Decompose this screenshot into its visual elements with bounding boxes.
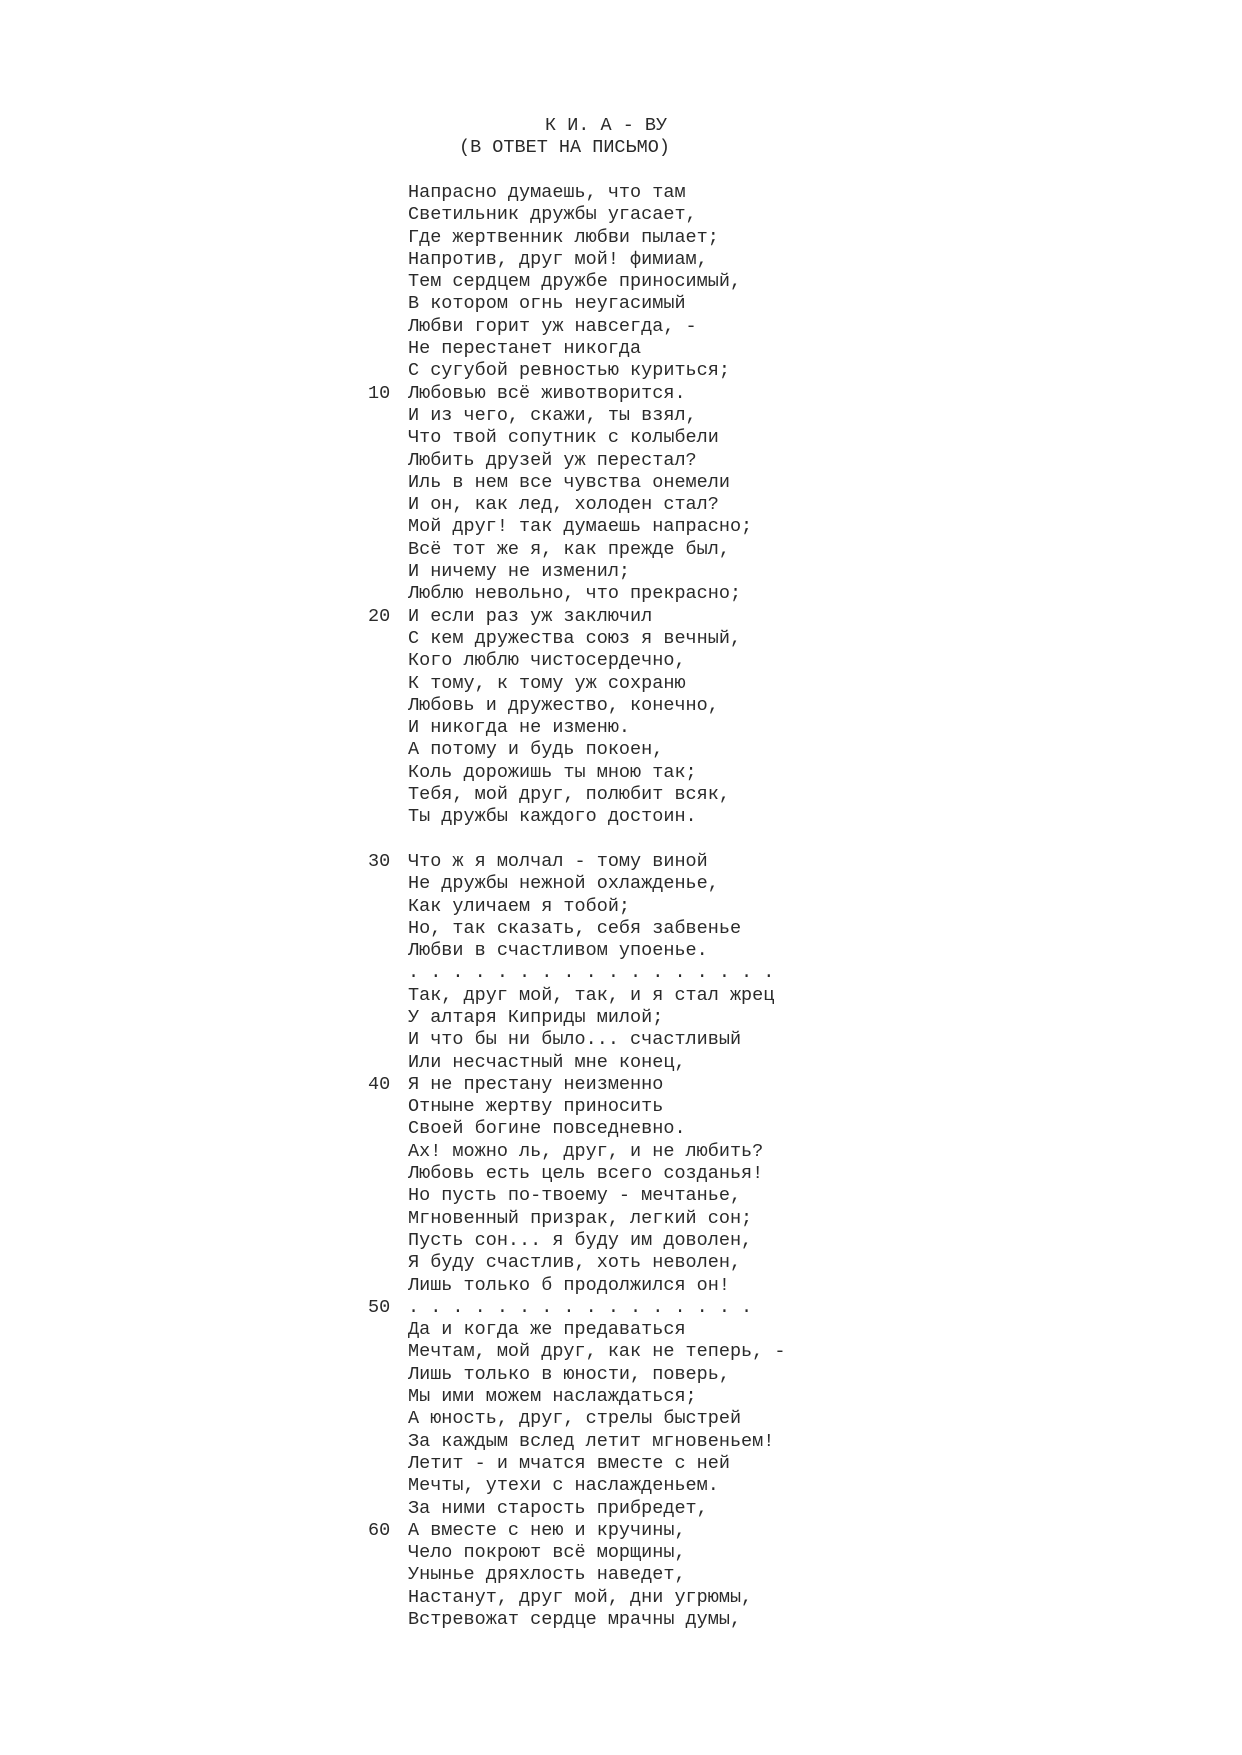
poem-line	[0, 360, 1242, 382]
line-text: Ах! можно ль, друг, и не любить?	[408, 1140, 764, 1162]
line-text: Люблю невольно, что прекрасно;	[408, 583, 742, 605]
line-text: Да и когда же предаваться	[408, 1319, 686, 1341]
line-text: Лишь только в юности, поверь,	[408, 1363, 730, 1385]
line-text: А вместе с нею и кручины,	[408, 1519, 686, 1541]
line-text: Мгновенный призрак, легкий сон;	[408, 1207, 753, 1229]
poem-line	[0, 650, 1242, 672]
line-text: И ничему не изменил;	[408, 561, 631, 583]
line-text: Я буду счастлив, хоть неволен,	[408, 1252, 742, 1274]
poem-line	[0, 338, 1242, 360]
line-text: Напротив, друг мой! фимиам,	[408, 248, 708, 270]
line-text: Тем сердцем дружбе приносимый,	[408, 271, 742, 293]
line-text: Светильник дружбы угасает,	[408, 204, 697, 226]
poem-line	[0, 1007, 1242, 1029]
line-text: Всё тот же я, как прежде был,	[408, 538, 730, 560]
line-text: Своей богине повседневно.	[408, 1118, 686, 1140]
line-text: Мечтам, мой друг, как не теперь, -	[408, 1341, 786, 1363]
line-number: 30	[368, 850, 391, 872]
poem-line	[0, 606, 1242, 628]
line-text: У алтаря Киприды милой;	[408, 1006, 664, 1028]
poem-line	[0, 227, 1242, 249]
poem-line	[0, 1453, 1242, 1475]
poem-line	[0, 427, 1242, 449]
line-text: В котором огнь неугасимый	[408, 293, 686, 315]
line-text: Тебя, мой друг, полюбит всяк,	[408, 784, 730, 806]
poem-line	[0, 1431, 1242, 1453]
line-text: И он, как лед, холоден стал?	[408, 494, 719, 516]
line-text: Унынье дряхлость наведет,	[408, 1564, 686, 1586]
poem-line	[0, 539, 1242, 561]
line-text: За ними старость прибредет,	[408, 1497, 708, 1519]
poem-line	[0, 1074, 1242, 1096]
line-text: Мы ими можем наслаждаться;	[408, 1386, 697, 1408]
poem-line	[0, 1475, 1242, 1497]
poem-line	[0, 1029, 1242, 1051]
line-text: За каждым вслед летит мгновеньем!	[408, 1430, 775, 1452]
poem-line	[0, 628, 1242, 650]
poem-line	[0, 873, 1242, 895]
poem-line	[0, 739, 1242, 761]
poem-line	[0, 1520, 1242, 1542]
poem-line	[0, 1587, 1242, 1609]
line-text: Но пусть по-твоему - мечтанье,	[408, 1185, 742, 1207]
poem-line	[0, 940, 1242, 962]
line-text: И если раз уж заключил	[408, 605, 653, 627]
line-text: С сугубой ревностью куриться;	[408, 360, 730, 382]
line-text: Мечты, утехи с наслажденьем.	[408, 1475, 719, 1497]
poem-line	[0, 271, 1242, 293]
poem-line	[0, 1185, 1242, 1207]
poem-line	[0, 405, 1242, 427]
poem-line	[0, 1297, 1242, 1319]
poem-line	[0, 450, 1242, 472]
line-text: Любовью всё животворится.	[408, 382, 686, 404]
line-text: Отныне жертву приносить	[408, 1096, 664, 1118]
line-text: Как уличаем я тобой;	[408, 895, 631, 917]
line-text: Иль в нем все чувства онемели	[408, 471, 730, 493]
line-text: Я не престану неизменно	[408, 1073, 664, 1095]
poem-line	[0, 829, 1242, 851]
line-text: Ты дружбы каждого достоин.	[408, 806, 697, 828]
poem-line	[0, 1163, 1242, 1185]
line-text: Любви в счастливом упоенье.	[408, 940, 708, 962]
poem-line	[0, 204, 1242, 226]
title-line-1: К И. А - ВУ	[545, 115, 668, 136]
poem-line	[0, 673, 1242, 695]
poem-line	[0, 1118, 1242, 1140]
line-text: Чело покроют всё морщины,	[408, 1542, 686, 1564]
poem-line	[0, 1275, 1242, 1297]
line-text: Настанут, друг мой, дни угрюмы,	[408, 1586, 753, 1608]
poem-line	[0, 1230, 1242, 1252]
poem-line	[0, 383, 1242, 405]
poem-line	[0, 1564, 1242, 1586]
line-text: Летит - и мчатся вместе с ней	[408, 1452, 730, 1474]
line-text: Где жертвенник любви пылает;	[408, 226, 719, 248]
line-text: . . . . . . . . . . . . . . . .	[408, 1296, 753, 1318]
poem-line	[0, 1252, 1242, 1274]
line-text: Напрасно думаешь, что там	[408, 182, 686, 203]
line-text: Любить друзей уж перестал?	[408, 449, 697, 471]
line-text: Или несчастный мне конец,	[408, 1051, 686, 1073]
line-text: А юность, друг, стрелы быстрей	[408, 1408, 742, 1430]
line-text: Так, друг мой, так, и я стал жрец	[408, 984, 775, 1006]
line-text: Коль дорожишь ты мною так;	[408, 761, 697, 783]
line-text: Кого люблю чистосердечно,	[408, 650, 686, 672]
poem-line	[0, 851, 1242, 873]
poem-line	[0, 717, 1242, 739]
poem-line	[0, 762, 1242, 784]
poem-line	[0, 784, 1242, 806]
poem-line	[0, 1364, 1242, 1386]
line-text: Любовь и дружество, конечно,	[408, 694, 719, 716]
poem-line	[0, 561, 1242, 583]
line-text: Лишь только б продолжился он!	[408, 1274, 730, 1296]
poem-line	[0, 316, 1242, 338]
poem-line	[0, 494, 1242, 516]
poem-line	[0, 806, 1242, 828]
poem-line	[0, 1319, 1242, 1341]
poem-line	[0, 472, 1242, 494]
poem-line	[0, 1341, 1242, 1363]
poem-line	[0, 962, 1242, 984]
poem-line	[0, 583, 1242, 605]
poem-line	[0, 918, 1242, 940]
poem-line	[0, 896, 1242, 918]
line-text: И из чего, скажи, ты взял,	[408, 404, 697, 426]
line-text: А потому и будь покоен,	[408, 739, 664, 761]
line-text: И что бы ни было... счастливый	[408, 1029, 742, 1051]
poem-line	[0, 695, 1242, 717]
poem-line	[0, 293, 1242, 315]
line-text: Любовь есть цель всего созданья!	[408, 1163, 764, 1185]
poem-line	[0, 249, 1242, 271]
line-text: Не перестанет никогда	[408, 338, 642, 360]
line-text: . . . . . . . . . . . . . . . . .	[408, 962, 775, 984]
line-text: Встревожат сердце мрачны думы,	[408, 1609, 742, 1630]
line-text: Но, так сказать, себя забвенье	[408, 917, 742, 939]
line-text: Мой друг! так думаешь напрасно;	[408, 516, 753, 538]
poem-line	[0, 1609, 1242, 1631]
line-text: Не дружбы нежной охлажденье,	[408, 873, 719, 895]
poem-line	[0, 985, 1242, 1007]
line-text: Что ж я молчал - тому виной	[408, 850, 708, 872]
line-text: С кем дружества союз я вечный,	[408, 627, 742, 649]
line-text: И никогда не изменю.	[408, 717, 631, 739]
line-number: 50	[368, 1296, 391, 1318]
poem-line	[0, 1498, 1242, 1520]
line-text: К тому, к тому уж сохраню	[408, 672, 686, 694]
line-number: 20	[368, 605, 391, 627]
poem-line	[0, 1386, 1242, 1408]
line-text: Пусть сон... я буду им доволен,	[408, 1229, 753, 1251]
poem-body	[0, 182, 1242, 1631]
line-number: 60	[368, 1519, 391, 1541]
poem-line	[0, 1052, 1242, 1074]
line-text: Любви горит уж навсегда, -	[408, 315, 697, 337]
line-number: 10	[368, 382, 391, 404]
poem-line	[0, 1096, 1242, 1118]
poem-line	[0, 1208, 1242, 1230]
poem-line	[0, 1542, 1242, 1564]
poem-line	[0, 182, 1242, 204]
line-text: Что твой сопутник с колыбели	[408, 427, 719, 449]
line-number: 40	[368, 1073, 391, 1095]
poem-line	[0, 516, 1242, 538]
title-line-2: (В ОТВЕТ НА ПИСЬМО)	[459, 137, 670, 158]
poem-line	[0, 1141, 1242, 1163]
poem-line	[0, 1408, 1242, 1430]
